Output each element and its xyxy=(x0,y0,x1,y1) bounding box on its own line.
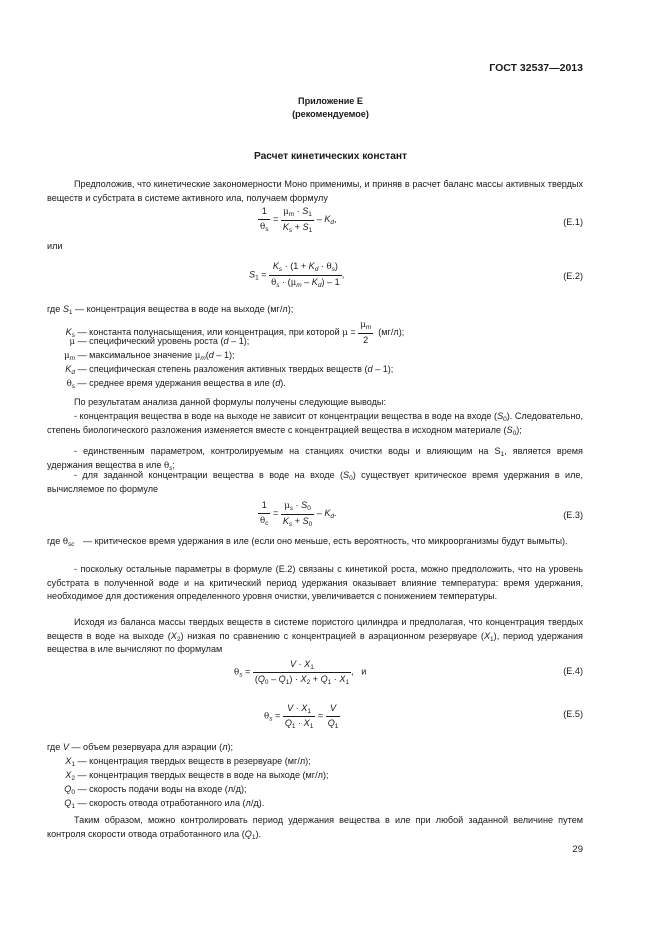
intro-paragraph: Предположив, что кинетические закономерности Моно применимы, и приняв в расчет баланс массы активных твердых веществ и субстрата в системе активного ила, получаем формулу xyxy=(47,179,583,203)
formula-e5: $\theta_s$ = $\frac{V \cdot X_1}{Q_1 \cdot X_1}$ = $\frac{V}{Q_1}$ xyxy=(264,703,339,730)
legend-theta: $\theta_s$ — среднее время удержания вещества в иле (d). xyxy=(66,378,286,390)
legend-kd-end: – 1); xyxy=(375,364,394,374)
legend-mu-end: – 1); xyxy=(231,336,250,346)
final-paragraph: Таким образом, можно контролировать период удержания вещества в иле при любой заданной величине путем контроля скорости отвода отработанного ила $(Q_1)$. xyxy=(47,815,583,841)
bullet-4: - поскольку остальные параметры в формуле (Е.2) связаны с кинетикой роста, можно предположить, что на уровень субстрата в полученной воде и на критический период удержания оказывает влияние температура: время удержания, необходимое для достижения определенного уровня очистки, увеличивается с понижением температуры. xyxy=(47,564,583,602)
balance-text-a: Исходя из баланса массы твердых веществ в системе пористого цилиндра и предполагая, что концентрация твердых веществ в воде на выходе xyxy=(47,617,583,641)
eq-number-e4: (Е.4) xyxy=(563,666,583,676)
legend-x2: $X_2$ — концентрация твердых веществ в воде на выходе (мг/л); xyxy=(65,770,329,782)
legend-s1-text: — концентрация вещества в воде на выходе (мг/л); xyxy=(75,304,294,314)
final-text: Таким образом, можно контролировать период удержания вещества в иле при любой заданной величине путем контроля скорости отвода отработанного ила xyxy=(47,815,583,839)
and-word: и xyxy=(361,666,367,677)
balance-paragraph: Исходя из баланса массы твердых веществ в системе пористого цилиндра и предполагая, что концентрация твердых веществ в воде на выходе $(X_2)$ низкая по сравнению с концентрацией в аэрационном резервуаре $(X_1)$, период удержания вещества в иле вычисляют по формулам xyxy=(47,617,583,655)
balance-text-b: низкая по сравнению с концентрацией в аэрационном резервуаре xyxy=(187,630,478,641)
bullet-2-text: - единственным параметром, контролируемым на станциях очистки воды и влияющим на xyxy=(74,446,489,456)
formula-e3: $\frac{1}{\theta_c}$ = $\frac{\mu_s \cdot S_0}{K_s + S_0}$ – $K_d$. xyxy=(260,500,337,528)
eq-number-e3: (Е.3) xyxy=(563,510,583,520)
balance-text-c: период удержания вещества в иле вычисляют по формулам xyxy=(47,630,583,655)
eq-number-e2: (Е.2) xyxy=(563,271,583,281)
legend-kd-text: — специфическая степень разложения активных твердых веществ ( xyxy=(77,364,368,374)
legend-q0-text: — скорость подачи воды на входе (л/д); xyxy=(77,784,247,794)
bullet-1-text: - концентрация вещества в воде на выходе не зависит от концентрации вещества в воде на входе xyxy=(74,411,492,421)
legend-kd: $K_d$ — специфическая степень разложения активных твердых веществ (d – 1); xyxy=(65,364,394,376)
eq-number-e5: (Е.5) xyxy=(563,709,583,719)
page-number: 29 xyxy=(572,844,583,855)
legend-x2-text: — концентрация твердых веществ в воде на выходе (мг/л); xyxy=(77,770,329,780)
formula-e4: $\theta_s$ = $\frac{V \cdot X_1}{(Q_0 - Q_1) \cdot X_2 + Q_1 \cdot X_1}$ , и xyxy=(234,659,367,686)
bullet-3: - для заданной концентрации вещества в воде на входе $(S_0)$ существует критическое время удержания в иле, вычисляемое по формуле xyxy=(47,470,584,494)
bullet-2: - единственным параметром, контролируемым на станциях очистки воды и влияющим на $S_1$, является время удержания вещества в иле $\theta_s$; xyxy=(47,446,583,472)
or-word: или xyxy=(47,241,63,251)
section-title: Расчет кинетических констант xyxy=(253,151,408,162)
legend-sc-text: — критическое время удержания в иле (если оно меньше, есть вероятность, что микроорганизмы будут вымыты). xyxy=(83,536,568,546)
where-word: где xyxy=(47,304,61,314)
legend-ks-text: — константа полунасыщения, или концентрация, при которой xyxy=(77,327,340,337)
appendix-title: Приложение Е xyxy=(298,96,363,106)
standard-number: ГОСТ 32537—2013 xyxy=(489,62,583,74)
legend-mum: $\mu_m$ — максимальное значение $\mu_m(d - 1)$; xyxy=(63,350,235,362)
legend-x1: $X_1$ — концентрация твердых веществ в резервуаре (мг/л); xyxy=(65,756,311,768)
legend-v-text: — объем резервуара для аэрации (л); xyxy=(71,742,234,752)
legend-sc-symbol: где $\theta_{sc}$ xyxy=(47,536,75,548)
legend-ks-unit: (мг/л); xyxy=(378,327,405,337)
legend-mu-text: — специфический уровень роста ( xyxy=(77,336,224,346)
legend-mum-text: — максимальное значение xyxy=(77,350,193,360)
bullet-2b-text: , является время удержания вещества в иле xyxy=(47,446,583,470)
legend-ks: $K_s$ — константа полунасыщения, или концентрация, при которой μ = $\frac{\mu_m}{2}$ (мг/л); xyxy=(65,320,405,345)
legend-mum-end: – 1); xyxy=(216,350,235,360)
formula-e2: $S_1$ = $\frac{K_s \cdot (1 + K_d \cdot \theta_s)}{\theta_s \cdot (\mu_m - K_d) - 1}$ , xyxy=(249,261,345,289)
legend-theta-text: — среднее время удержания вещества в иле ( xyxy=(77,378,276,388)
formula-e1: $\frac{1}{\theta_s}$ = $\frac{\mu_m \cdot S_1}{K_s + S_1}$ – $K_d$, xyxy=(260,206,337,234)
bullet-3-text: - для заданной концентрации вещества в воде на входе xyxy=(74,470,335,480)
bullet-1: - концентрация вещества в воде на выходе не зависит от концентрации вещества в воде на входе $(S_0)$. Следовательно, степень биологического разложения изменяется вместе с концентрацией вещества в исходном материале $(S_0)$; xyxy=(47,411,584,437)
legend-s1: где $S_1$ — концентрация вещества в воде на выходе (мг/л); xyxy=(47,304,294,316)
conclusions-intro: По результатам анализа данной формулы получены следующие выводы: xyxy=(74,397,386,407)
bullet-3b-text: существует критическое время удержания в иле, вычисляемое по формуле xyxy=(47,470,584,494)
legend-q1-text: — скорость отвода отработанного ила (л/д). xyxy=(77,798,265,808)
legend-q0: $Q_0$ — скорость подачи воды на входе (л/д); xyxy=(64,784,247,796)
legend-x1-text: — концентрация твердых веществ в резервуаре (мг/л); xyxy=(77,756,311,766)
legend-v: где V — объем резервуара для аэрации (л); xyxy=(47,742,234,752)
appendix-subtitle: (рекомендуемое) xyxy=(292,109,369,119)
legend-q1: $Q_1$ — скорость отвода отработанного ила (л/д). xyxy=(64,798,265,810)
bullet-1b-text: Следовательно, степень биологического разложения изменяется вместе с концентрацией вещества в исходном материале xyxy=(47,411,584,435)
eq-number-e1: (Е.1) xyxy=(563,217,583,227)
legend-mu: μ — специфический уровень роста (d – 1); xyxy=(69,336,250,347)
